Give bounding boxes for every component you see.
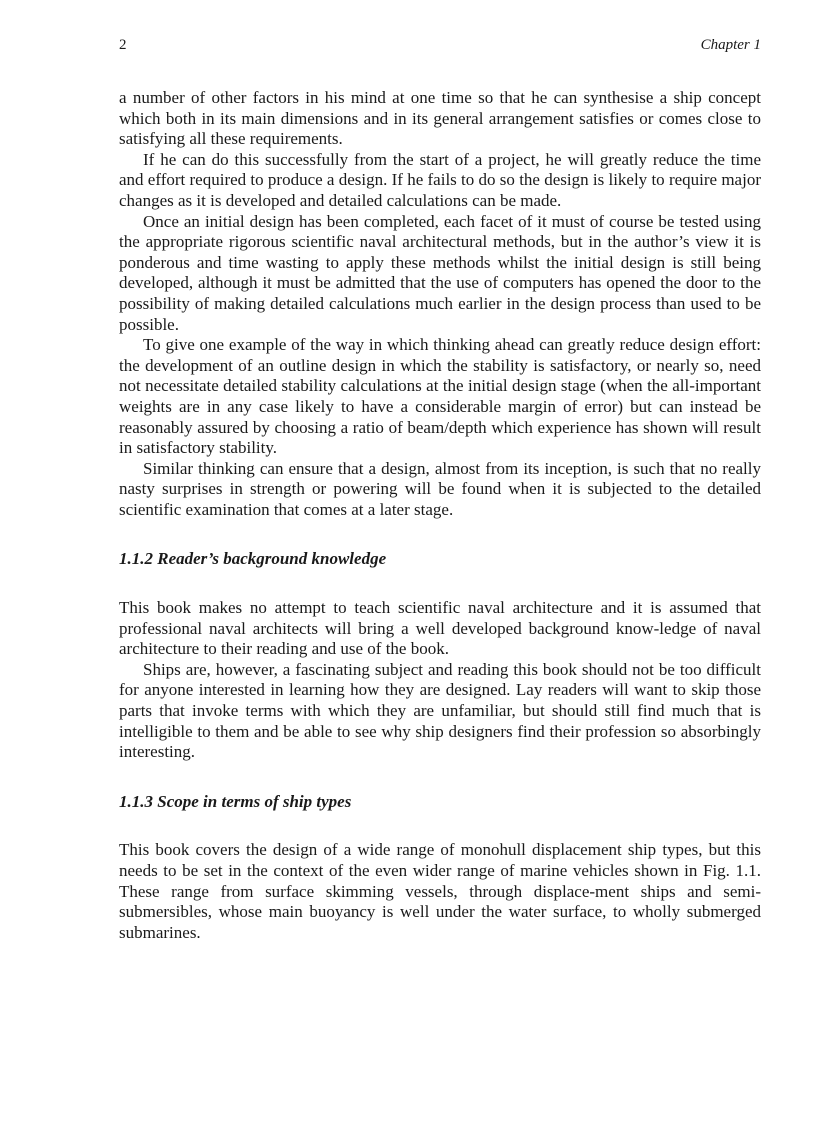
section-heading-1-1-2: 1.1.2 Reader’s background knowledge xyxy=(119,549,387,569)
paragraph: This book covers the design of a wide range of monohull displacement ship types, but this needs to be set in the context of the even wider range of marine vehicles shown in Fig. 1.1. These range from surface skimming vessels, through displace-ment ships and semi-submersibles, whose main buoyancy is well under the water surface, to wholly submerged submarines. xyxy=(119,840,761,942)
page-number: 2 xyxy=(119,37,127,53)
page-body xyxy=(119,88,761,943)
paragraph: Similar thinking can ensure that a design, almost from its inception, is such that no really nasty surprises in strength or powering will be found when it is subjected to the detailed scientific examination that comes at a later stage. xyxy=(119,458,761,519)
paragraph: a number of other factors in his mind at one time so that he can synthesise a ship concept which both in its main dimensions and in its general arrangement satisfies or comes close to satisfying all these requirements. xyxy=(119,88,761,149)
paragraph: Once an initial design has been completed, each facet of it must of course be tested using the appropriate rigorous scientific naval architectural methods, but in the author’s view it is ponderous and time wasting to apply these methods whilst the initial design is still being developed, although it must be admitted that the use of computers has opened the door to the possibility of making detailed calculations much earlier in the design process than used to be possible. xyxy=(119,211,761,334)
paragraph: This book makes no attempt to teach scientific naval architecture and it is assumed that professional naval architects will bring a well developed background know-ledge of naval architecture to their reading and use of the book. xyxy=(119,598,761,659)
paragraph: To give one example of the way in which thinking ahead can greatly reduce design effort: the development of an outline design in which the stability is satisfactory, or nearly so, need not necessitate detailed stability calculations at the initial design stage (when the all-important weights are in any case likely to have a considerable margin of error) but can instead be reasonably assured by choosing a ratio of beam/depth which experience has shown will result in satisfactory stability. xyxy=(119,335,761,458)
paragraph: If he can do this successfully from the start of a project, he will greatly reduce the time and effort required to produce a design. If he fails to do so the design is likely to require major changes as it is developed and detailed calculations can be made. xyxy=(119,149,761,210)
paragraph: Ships are, however, a fascinating subject and reading this book should not be too difficult for anyone interested in learning how they are designed. Lay readers will want to skip those parts that invoke terms with which they are unfamiliar, but should still find much that is intelligible to them and be able to see why ship designers find their profession so absorbingly interesting. xyxy=(119,659,761,762)
section-heading-1-1-3: 1.1.3 Scope in terms of ship types xyxy=(119,791,352,811)
running-head: Chapter 1 xyxy=(700,37,761,53)
